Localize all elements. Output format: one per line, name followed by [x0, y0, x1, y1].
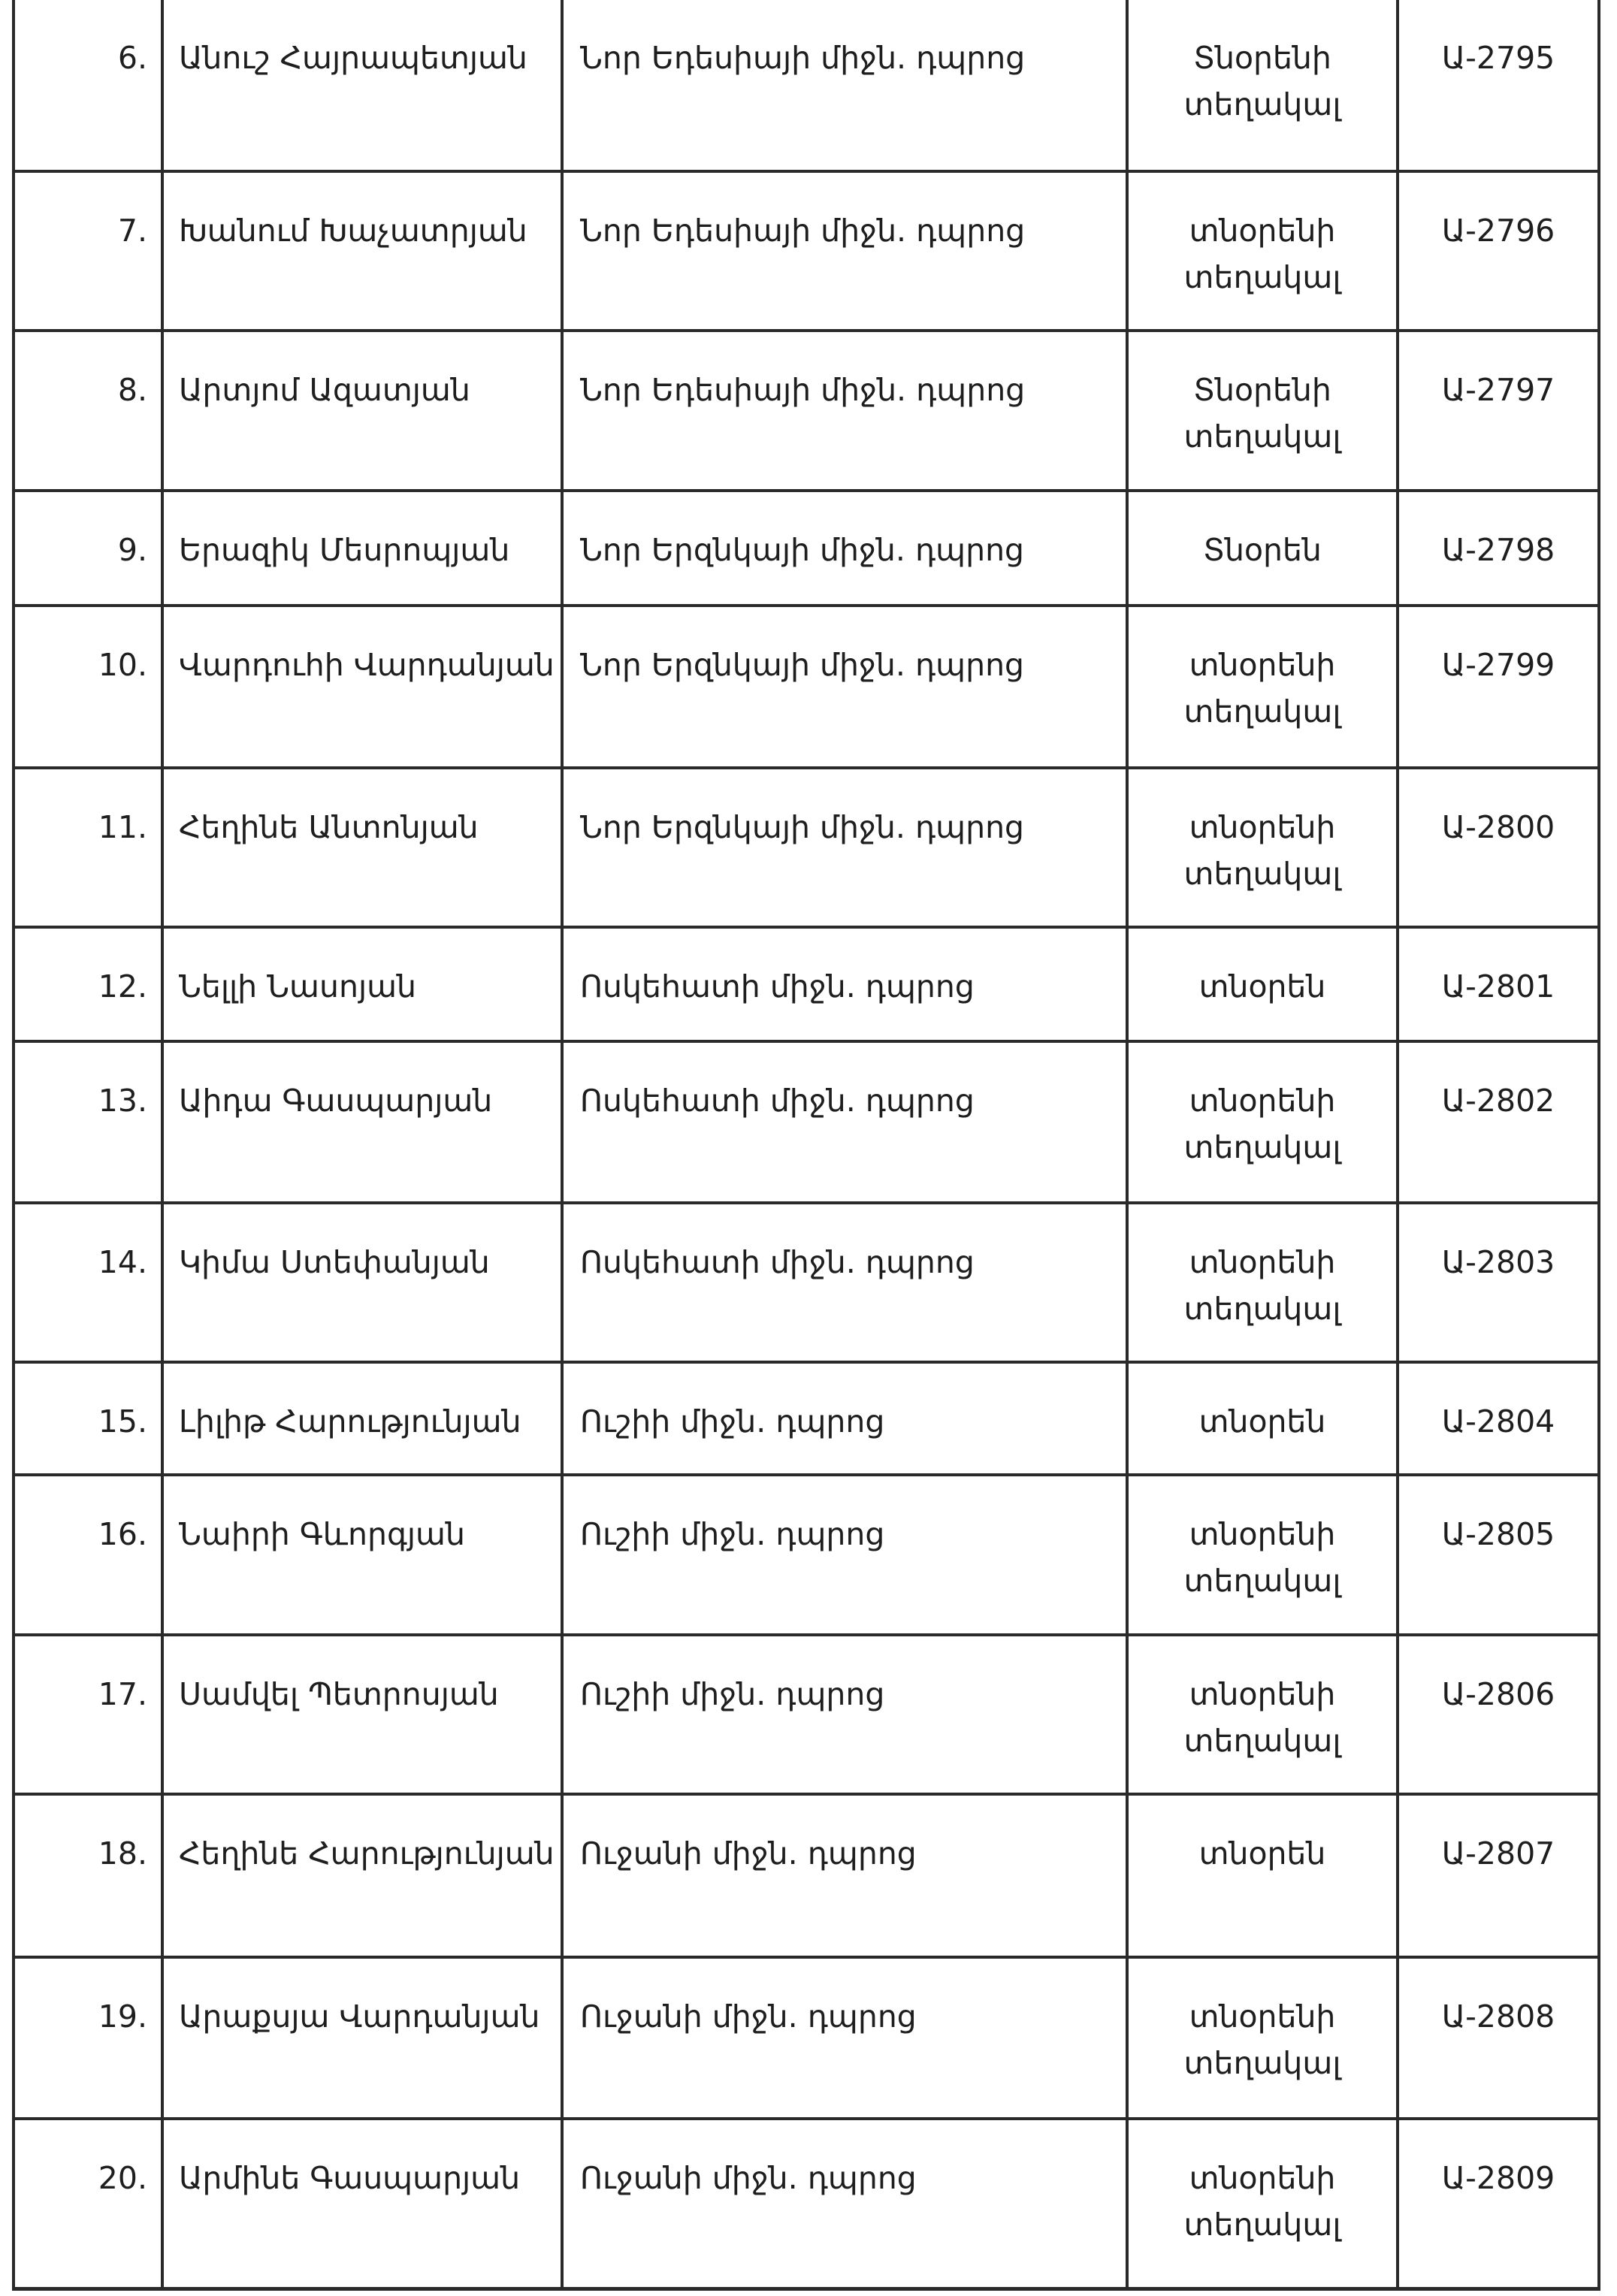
- position-title: Տնօրենի տեղակալ: [1127, 0, 1398, 171]
- record-code: Ա-2798: [1398, 491, 1599, 606]
- school-name: Ոսկեհատի միջն. դպրոց: [562, 927, 1127, 1041]
- record-code: Ա-2808: [1398, 1957, 1599, 2119]
- person-name: Աիդա Գասպարյան: [162, 1041, 562, 1203]
- table-row: [14, 1041, 1599, 1203]
- row-number: 6.: [14, 0, 162, 171]
- school-name: Ուջանի միջն. դպրոց: [562, 2119, 1127, 2288]
- record-code: Ա-2801: [1398, 927, 1599, 1041]
- position-title: տնօրենի տեղակալ: [1127, 1041, 1398, 1203]
- school-name: Ոսկեհատի միջն. դպրոց: [562, 1203, 1127, 1362]
- table-row: [14, 171, 1599, 331]
- position-title: տնօրենի տեղակալ: [1127, 1957, 1398, 2119]
- row-number: 14.: [14, 1203, 162, 1362]
- person-name: Վարդուհի Վարդանյան: [162, 606, 562, 768]
- person-name: Խանում Խաչատրյան: [162, 171, 562, 331]
- school-name: Ուշիի միջն. դպրոց: [562, 1362, 1127, 1475]
- table-row: [14, 768, 1599, 927]
- position-title: տնօրենի տեղակալ: [1127, 1635, 1398, 1794]
- record-code: Ա-2803: [1398, 1203, 1599, 1362]
- person-name: Անուշ Հայրապետյան: [162, 0, 562, 171]
- person-name: Երազիկ Մեսրոպյան: [162, 491, 562, 606]
- record-code: Ա-2802: [1398, 1041, 1599, 1203]
- row-number: 7.: [14, 171, 162, 331]
- table-row: [14, 331, 1599, 491]
- record-code: Ա-2799: [1398, 606, 1599, 768]
- school-name: Ուշիի միջն. դպրոց: [562, 1635, 1127, 1794]
- row-number: 15.: [14, 1362, 162, 1475]
- person-name: Նաիրի Գևորգյան: [162, 1475, 562, 1635]
- person-name: Հեղինե Անտոնյան: [162, 768, 562, 927]
- row-number: 11.: [14, 768, 162, 927]
- person-name: Արաքսյա Վարդանյան: [162, 1957, 562, 2119]
- record-code: Ա-2806: [1398, 1635, 1599, 1794]
- position-title: Տնօրենի տեղակալ: [1127, 331, 1398, 491]
- record-code: Ա-2805: [1398, 1475, 1599, 1635]
- school-name: Ոսկեհատի միջն. դպրոց: [562, 1041, 1127, 1203]
- school-name: Ուշիի միջն. դպրոց: [562, 1475, 1127, 1635]
- staff-table: [12, 0, 1600, 2291]
- position-title: տնօրենի տեղակալ: [1127, 606, 1398, 768]
- table-row: [14, 1362, 1599, 1475]
- table-row: [14, 491, 1599, 606]
- row-number: 16.: [14, 1475, 162, 1635]
- school-name: Նոր Երզնկայի միջն. դպրոց: [562, 491, 1127, 606]
- table-row: [14, 1203, 1599, 1362]
- school-name: Նոր Եդեսիայի միջն. դպրոց: [562, 0, 1127, 171]
- row-number: 8.: [14, 331, 162, 491]
- school-name: Նոր Երզնկայի միջն. դպրոց: [562, 606, 1127, 768]
- row-number: 13.: [14, 1041, 162, 1203]
- table-row: [14, 2119, 1599, 2288]
- position-title: տնօրեն: [1127, 1362, 1398, 1475]
- position-title: տնօրենի տեղակալ: [1127, 1475, 1398, 1635]
- position-title: Տնօրեն: [1127, 491, 1398, 606]
- staff-table-body: [14, 0, 1599, 2288]
- position-title: տնօրենի տեղակալ: [1127, 1203, 1398, 1362]
- table-row: [14, 606, 1599, 768]
- person-name: Հեղինե Հարությունյան: [162, 1794, 562, 1957]
- person-name: Կիմա Ստեփանյան: [162, 1203, 562, 1362]
- person-name: Սամվել Պետրոսյան: [162, 1635, 562, 1794]
- table-row: [14, 1957, 1599, 2119]
- record-code: Ա-2797: [1398, 331, 1599, 491]
- person-name: Արտյոմ Ազատյան: [162, 331, 562, 491]
- person-name: Արմինե Գասպարյան: [162, 2119, 562, 2288]
- row-number: 12.: [14, 927, 162, 1041]
- person-name: Լիլիթ Հարությունյան: [162, 1362, 562, 1475]
- position-title: տնօրենի տեղակալ: [1127, 768, 1398, 927]
- position-title: տնօրենի տեղակալ: [1127, 2119, 1398, 2288]
- row-number: 9.: [14, 491, 162, 606]
- row-number: 20.: [14, 2119, 162, 2288]
- table-row: [14, 0, 1599, 171]
- school-name: Ուջանի միջն. դպրոց: [562, 1957, 1127, 2119]
- record-code: Ա-2809: [1398, 2119, 1599, 2288]
- record-code: Ա-2796: [1398, 171, 1599, 331]
- row-number: 18.: [14, 1794, 162, 1957]
- table-row: [14, 1475, 1599, 1635]
- table-row: [14, 1794, 1599, 1957]
- table-row: [14, 927, 1599, 1041]
- record-code: Ա-2795: [1398, 0, 1599, 171]
- row-number: 19.: [14, 1957, 162, 2119]
- school-name: Նոր Երզնկայի միջն. դպրոց: [562, 768, 1127, 927]
- position-title: տնօրեն: [1127, 927, 1398, 1041]
- person-name: Նելլի Նասոյան: [162, 927, 562, 1041]
- record-code: Ա-2804: [1398, 1362, 1599, 1475]
- position-title: տնօրեն: [1127, 1794, 1398, 1957]
- record-code: Ա-2807: [1398, 1794, 1599, 1957]
- position-title: տնօրենի տեղակալ: [1127, 171, 1398, 331]
- school-name: Ուջանի միջն. դպրոց: [562, 1794, 1127, 1957]
- row-number: 17.: [14, 1635, 162, 1794]
- row-number: 10.: [14, 606, 162, 768]
- table-row: [14, 1635, 1599, 1794]
- school-name: Նոր Եդեսիայի միջն. դպրոց: [562, 171, 1127, 331]
- record-code: Ա-2800: [1398, 768, 1599, 927]
- school-name: Նոր Եդեսիայի միջն. դպրոց: [562, 331, 1127, 491]
